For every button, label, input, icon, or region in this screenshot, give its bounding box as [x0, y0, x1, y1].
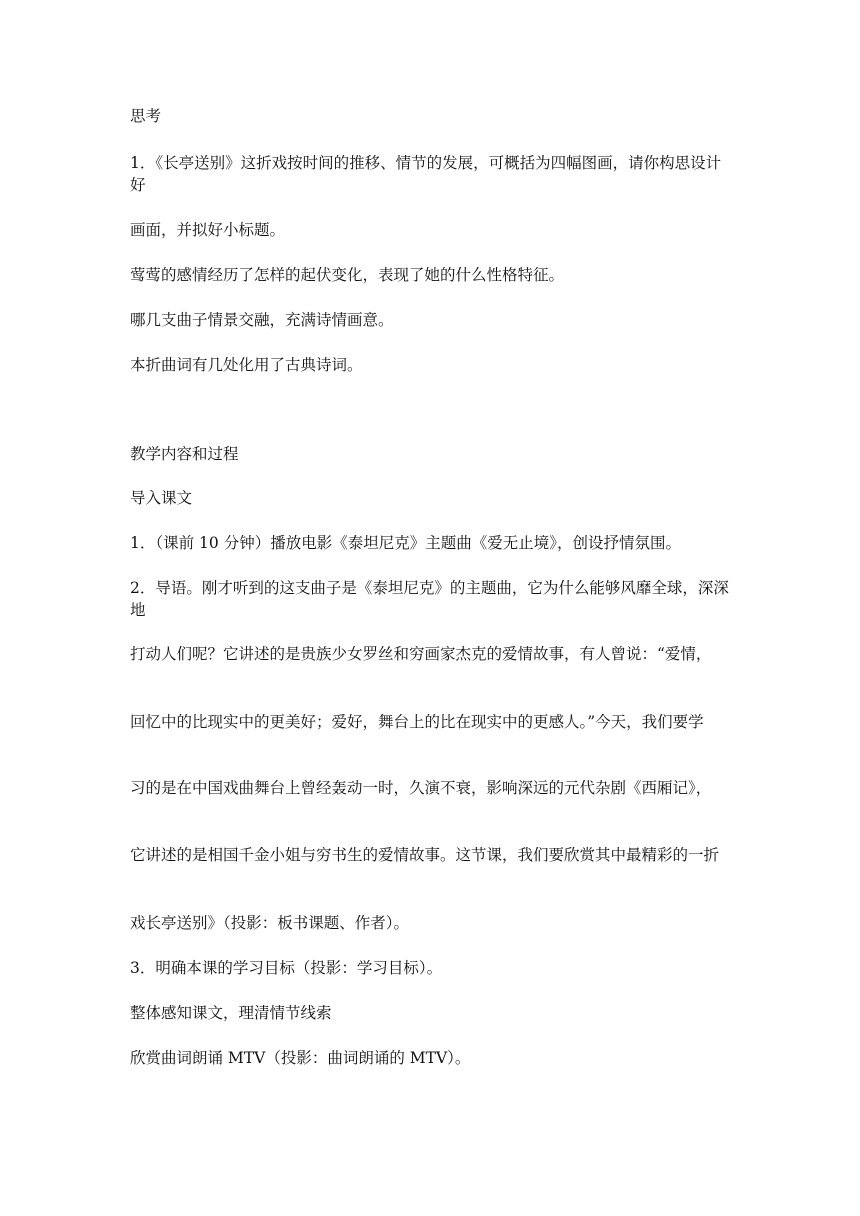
question-4: 本折曲词有几处化用了古典诗词。 — [130, 356, 363, 374]
heading-introduction: 导入课文 — [130, 489, 193, 507]
step-2-line-4: 习的是在中国戏曲舞台上曾经轰动一时，久演不衰，影响深远的元代杂剧《西厢记》， — [130, 779, 712, 797]
step-3: 3．明确本课的学习目标（投影：学习目标）。 — [130, 959, 443, 977]
heading-teaching-content: 教学内容和过程 — [130, 445, 239, 463]
question-1-continued: 画面，并拟好小标题。 — [130, 221, 286, 239]
heading-overall-perception: 整体感知课文，理清情节线索 — [130, 1004, 332, 1022]
heading-thinking: 思考 — [130, 107, 162, 125]
question-2: 莺莺的感情经历了怎样的起伏变化，表现了她的什么性格特征。 — [130, 266, 565, 284]
step-2-line-3: 回忆中的比现实中的更美好；爱好，舞台上的比在现实中的更感人。”今天，我们要学 — [130, 713, 704, 731]
step-2: 2．导语。刚才听到的这支曲子是《泰坦尼克》的主题曲，它为什么能够风靡全球，深深地 — [130, 579, 729, 619]
step-1: 1．（课前 10 分钟）播放电影《泰坦尼克》主题曲《爱无止境》，创设抒情氛围。 — [130, 534, 681, 552]
step-2-line-6: 戏长亭送别》（投影：板书课题、作者）。 — [130, 914, 410, 932]
question-3: 哪几支曲子情景交融，充满诗情画意。 — [130, 311, 394, 329]
step-2-line-5: 它讲述的是相国千金小姐与穷书生的爱情故事。这节课，我们要欣赏其中最精彩的一折 — [130, 846, 720, 864]
step-2-line-2: 打动人们呢？它讲述的是贵族少女罗丝和穷画家杰克的爱情故事，有人曾说：“爱情， — [130, 645, 712, 663]
question-1: 1．《长亭送别》这折戏按时间的推移、情节的发展，可概括为四幅图画，请你构思设计好 — [130, 154, 722, 194]
mtv-activity: 欣赏曲词朗诵 MTV（投影：曲词朗诵的 MTV）。 — [130, 1049, 471, 1067]
